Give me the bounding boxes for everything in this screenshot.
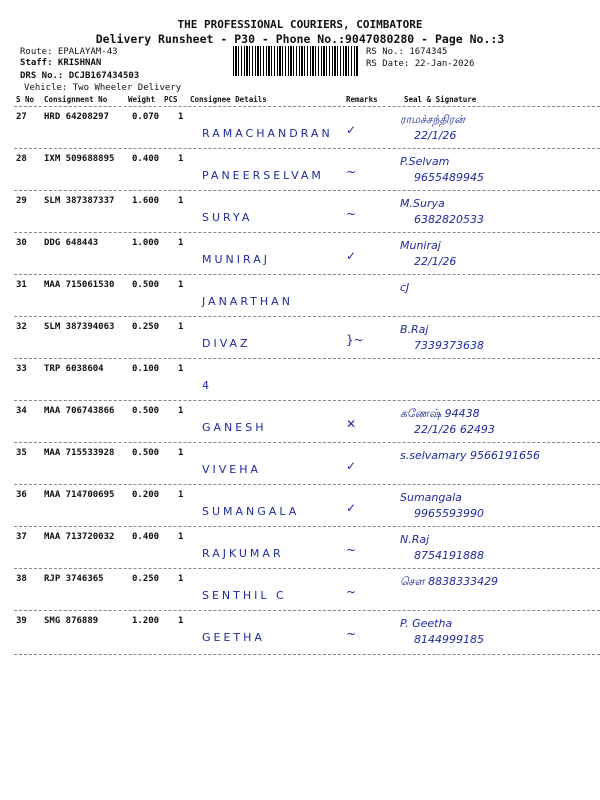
row-remark-mark: ✓ xyxy=(346,123,357,137)
row-signature-note: 7339373638 xyxy=(414,339,484,352)
col-consignee: Consignee Details xyxy=(190,95,267,104)
route-label: Route: EPALAYAM-43 xyxy=(20,47,118,57)
col-remarks: Remarks xyxy=(346,95,378,104)
row-sno: 30 xyxy=(16,238,27,248)
row-weight: 0.200 xyxy=(132,490,160,500)
col-seal-signature: Seal & Signature xyxy=(404,95,477,104)
row-sno: 39 xyxy=(16,616,27,626)
table-row xyxy=(14,148,600,191)
row-consignee-name: SENTHIL C xyxy=(202,589,287,602)
row-consignee-name: JANARTHAN xyxy=(202,295,293,308)
row-consignment-no: HRD 64208297 xyxy=(44,112,110,122)
row-sno: 35 xyxy=(16,448,27,458)
row-signature-note: 8754191888 xyxy=(414,549,484,562)
row-consignee-name: SURYA xyxy=(202,211,253,224)
row-signature-note: 22/1/26 xyxy=(414,129,457,142)
row-remark-mark: ✕ xyxy=(346,417,357,431)
row-signature-note: 22/1/26 62493 xyxy=(414,423,495,436)
row-weight: 0.400 xyxy=(132,532,160,542)
row-consignee-name: VIVEHA xyxy=(202,463,262,476)
row-remark-mark: ~ xyxy=(346,207,357,221)
row-sno: 31 xyxy=(16,280,27,290)
row-consignment-no: MAA 706743866 xyxy=(44,406,115,416)
row-signature: Muniraj xyxy=(400,239,441,252)
row-signature: cJ xyxy=(400,281,410,294)
table-row xyxy=(14,316,600,359)
row-weight: 0.400 xyxy=(132,154,160,164)
row-pcs: 1 xyxy=(178,448,184,458)
row-pcs: 1 xyxy=(178,280,184,290)
row-pcs: 1 xyxy=(178,532,184,542)
row-signature: P.Selvam xyxy=(400,155,450,168)
row-consignment-no: SLM 387387337 xyxy=(44,196,115,206)
row-remark-mark: ✓ xyxy=(346,501,357,515)
row-consignment-no: DDG 648443 xyxy=(44,238,99,248)
row-pcs: 1 xyxy=(178,196,184,206)
row-sno: 29 xyxy=(16,196,27,206)
row-weight: 0.500 xyxy=(132,448,160,458)
row-consignment-no: MAA 714700695 xyxy=(44,490,115,500)
row-signature-note: 9655489945 xyxy=(414,171,484,184)
row-sno: 33 xyxy=(16,364,27,374)
row-consignment-no: IXM 509688895 xyxy=(44,154,115,164)
table-row xyxy=(14,484,600,527)
row-consignee-name: MUNIRAJ xyxy=(202,253,270,266)
row-pcs: 1 xyxy=(178,322,184,332)
row-remark-mark: ~ xyxy=(346,585,357,599)
row-signature: B.Raj xyxy=(400,323,429,336)
col-pcs: PCS xyxy=(164,95,178,104)
row-remark-mark: ✓ xyxy=(346,459,357,473)
barcode xyxy=(233,46,358,76)
row-signature: ராமச்சந்திரன் xyxy=(400,113,465,126)
row-remark-mark: ~ xyxy=(346,627,357,641)
row-weight: 0.100 xyxy=(132,364,160,374)
row-sno: 27 xyxy=(16,112,27,122)
row-consignment-no: MAA 715533928 xyxy=(44,448,115,458)
row-remark-mark: ✓ xyxy=(346,249,357,263)
row-weight: 1.000 xyxy=(132,238,160,248)
row-signature: P. Geetha xyxy=(400,617,453,630)
row-consignee-name: SUMANGALA xyxy=(202,505,300,518)
row-weight: 0.070 xyxy=(132,112,160,122)
row-signature-note: 6382820533 xyxy=(414,213,484,226)
row-weight: 1.200 xyxy=(132,616,160,626)
vehicle-label: Vehicle: Two Wheeler Delivery xyxy=(24,83,182,93)
col-consignment: Consignment No xyxy=(44,95,108,104)
row-signature: M.Surya xyxy=(400,197,445,210)
row-remark-mark: ~ xyxy=(346,165,357,179)
company-title: THE PROFESSIONAL COURIERS, COIMBATORE xyxy=(177,18,423,31)
row-pcs: 1 xyxy=(178,154,184,164)
table-row xyxy=(14,568,600,611)
row-signature: s.selvamary 9566191656 xyxy=(400,449,541,462)
row-consignee-name: RAJKUMAR xyxy=(202,547,284,560)
row-sno: 28 xyxy=(16,154,27,164)
table-row xyxy=(14,610,600,653)
row-consignment-no: SLM 387394063 xyxy=(44,322,115,332)
row-consignment-no: SMG 876889 xyxy=(44,616,99,626)
table-row xyxy=(14,232,600,275)
row-sno: 34 xyxy=(16,406,27,416)
staff-label: Staff: KRISHNAN xyxy=(20,58,102,68)
row-consignment-no: MAA 713720032 xyxy=(44,532,115,542)
table-row xyxy=(14,358,600,401)
row-pcs: 1 xyxy=(178,616,184,626)
table-row xyxy=(14,400,600,443)
table-row xyxy=(14,190,600,233)
table-row xyxy=(14,106,600,149)
drs-number: DRS No.: DCJB167434503 xyxy=(20,71,140,81)
row-sno: 38 xyxy=(16,574,27,584)
row-pcs: 1 xyxy=(178,112,184,122)
row-pcs: 1 xyxy=(178,490,184,500)
row-consignment-no: MAA 715061530 xyxy=(44,280,115,290)
table-bottom-rule xyxy=(14,654,600,655)
row-consignee-name: 4 xyxy=(202,379,212,392)
row-signature: சௌ 8838333429 xyxy=(400,575,499,588)
row-consignee-name: GEETHA xyxy=(202,631,265,644)
row-consignment-no: TRP 6038604 xyxy=(44,364,104,374)
row-sno: 37 xyxy=(16,532,27,542)
table-row xyxy=(14,526,600,569)
row-signature: N.Raj xyxy=(400,533,430,546)
row-sno: 32 xyxy=(16,322,27,332)
row-signature-note: 22/1/26 xyxy=(414,255,457,268)
row-consignee-name: DIVAZ xyxy=(202,337,251,350)
table-row xyxy=(14,442,600,485)
row-pcs: 1 xyxy=(178,406,184,416)
row-pcs: 1 xyxy=(178,574,184,584)
row-pcs: 1 xyxy=(178,364,184,374)
runsheet-subtitle: Delivery Runsheet - P30 - Phone No.:9047080280 - Page No.:3 xyxy=(95,32,505,46)
rs-date: RS Date: 22-Jan-2026 xyxy=(366,59,475,69)
col-weight: Weight xyxy=(128,95,156,104)
row-remark-mark: ~ xyxy=(346,543,357,557)
row-pcs: 1 xyxy=(178,238,184,248)
rs-number: RS No.: 1674345 xyxy=(366,47,448,57)
row-weight: 0.250 xyxy=(132,322,160,332)
row-consignee-name: GANESH xyxy=(202,421,267,434)
row-signature: கணேஷ் 94438 xyxy=(400,407,480,420)
table-row xyxy=(14,274,600,317)
row-sno: 36 xyxy=(16,490,27,500)
row-signature: Sumangala xyxy=(400,491,462,504)
row-remark-mark: }~ xyxy=(346,333,364,347)
row-weight: 0.500 xyxy=(132,406,160,416)
row-weight: 0.250 xyxy=(132,574,160,584)
row-signature-note: 9965593990 xyxy=(414,507,484,520)
row-weight: 0.500 xyxy=(132,280,160,290)
row-weight: 1.600 xyxy=(132,196,160,206)
row-signature-note: 8144999185 xyxy=(414,633,484,646)
row-consignee-name: PANEERSELVAM xyxy=(202,169,324,182)
row-consignee-name: RAMACHANDRAN xyxy=(202,127,333,140)
row-consignment-no: RJP 3746365 xyxy=(44,574,104,584)
col-sno: S No xyxy=(16,95,35,104)
